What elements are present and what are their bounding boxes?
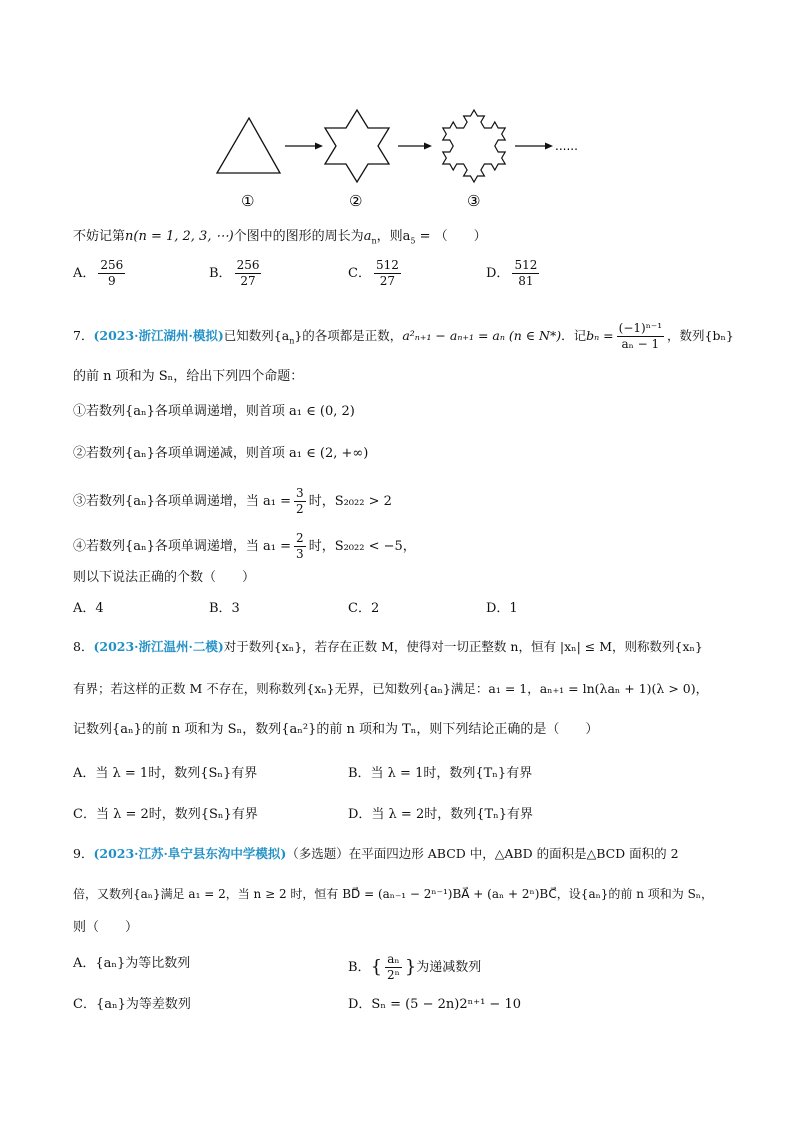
q7-prop1: ①若数列{aₙ}各项单调递增，则首项 a₁ ∈ (0, 2)	[73, 404, 355, 419]
q8-option-b[interactable]: B．当 λ = 1时，数列{Tₙ}有界	[348, 766, 533, 781]
q7-prop3: ③若数列{aₙ}各项单调递增，当 a₁ = $\frac{3}{2}$ 时，S₂₀₂₂ > 2	[73, 486, 392, 516]
q6-option-d[interactable]: D． $\frac{512}{81}$	[486, 258, 538, 288]
q7-option-b[interactable]: B．3	[209, 601, 240, 616]
q9-line1: 9．(2023·江苏·阜宁县东沟中学模拟)（多选题）在平面四边形 ABCD 中，△ABD 的面积是△BCD 面积的 2	[73, 846, 679, 861]
q8-option-a[interactable]: A．当 λ = 1时，数列{Sₙ}有界	[73, 766, 258, 781]
q8-option-c[interactable]: C．当 λ = 2时，数列{Sₙ}有界	[73, 807, 258, 822]
q7-option-a[interactable]: A．4	[73, 601, 104, 616]
q6-stem: 不妨记第n(n = 1, 2, 3, ⋯)个图中的图形的周长为$a_n$，则$a_5$ = （ ）	[73, 229, 487, 246]
q9-line2: 倍，又数列{aₙ}满足 a₁ = 2，当 n ≥ 2 时，恒有 BD⃗ = (aₙ₋₁ − 2ⁿ⁻¹)BA⃗ + (aₙ + 2ⁿ)BC⃗，设{aₙ}的前 n 项和为 Sₙ，	[73, 887, 714, 901]
q8-source: (2023·浙江温州·二模)	[93, 639, 224, 654]
figure-label-3: ③	[467, 192, 481, 210]
koch-snowflake-figure	[205, 100, 595, 212]
q7-prop4: ④若数列{aₙ}各项单调递增，当 a₁ = $\frac{2}{3}$ 时，S₂₀₂₂ < −5，	[73, 531, 416, 561]
q9-option-b[interactable]: B．{ $\frac{\text{aₙ}}{\text{2ⁿ}}$ }为递减数列	[348, 952, 482, 982]
q6-option-a[interactable]: A． $\frac{256}{9}$	[73, 258, 124, 288]
q7-option-c[interactable]: C．2	[348, 601, 380, 616]
triangle-shape	[217, 118, 280, 173]
q8-line1: 8．(2023·浙江温州·二模)对于数列{xₙ}，若存在正数 M，使得对一切正整数 n，恒有 |xₙ| ≤ M，则称数列{xₙ}	[73, 639, 703, 654]
q7-line1: 7．(2023·浙江湖州·模拟)已知数列$\{a_n\}$的各项都是正数，a²ₙ₊₁ − aₙ₊₁ = aₙ (n ∈ N*)．记bₙ = $\frac{\text{(−1)ⁿ⁻¹}}{\text{aₙ − 1}}$ ，数列{bₙ}	[73, 321, 734, 351]
q6-option-b[interactable]: B． $\frac{256}{27}$	[209, 258, 260, 288]
q7-line2: 的前 n 项和为 Sₙ，给出下列四个命题：	[73, 369, 304, 384]
q8-option-d[interactable]: D．当 λ = 2时，数列{Tₙ}有界	[348, 807, 534, 822]
q8-line2: 有界；若这样的正数 M 不存在，则称数列{xₙ}无界，已知数列{aₙ}满足：a₁ = 1，aₙ₊₁ = ln(λaₙ + 1)(λ > 0)，	[73, 681, 709, 696]
q9-option-a[interactable]: A．{aₙ}为等比数列	[73, 956, 191, 971]
q7-option-d[interactable]: D．1	[486, 601, 518, 616]
koch-snowflake-shape	[443, 110, 505, 182]
ellipsis: ......	[555, 139, 578, 153]
q9-line3: 则（ ）	[73, 920, 139, 935]
q9-option-c[interactable]: C．{aₙ}为等差数列	[73, 997, 191, 1012]
q7-question: 则以下说法正确的个数（ ）	[73, 570, 256, 585]
q7-prop2: ②若数列{aₙ}各项单调递减，则首项 a₁ ∈ (2, +∞)	[73, 446, 369, 461]
q9-option-d[interactable]: D．Sₙ = (5 − 2n)2ⁿ⁺¹ − 10	[348, 997, 521, 1012]
figure-label-2: ②	[349, 192, 363, 210]
q7-source: (2023·浙江湖州·模拟)	[93, 328, 224, 343]
hexagram-shape	[325, 110, 389, 182]
figure-label-1: ①	[241, 192, 255, 210]
q9-source: (2023·江苏·阜宁县东沟中学模拟)	[93, 846, 287, 861]
q6-option-c[interactable]: C． $\frac{512}{27}$	[348, 258, 399, 288]
q8-line3: 记数列{aₙ}的前 n 项和为 Sₙ，数列{aₙ²}的前 n 项和为 Tₙ，则下列结论正确的是（ ）	[73, 722, 599, 737]
